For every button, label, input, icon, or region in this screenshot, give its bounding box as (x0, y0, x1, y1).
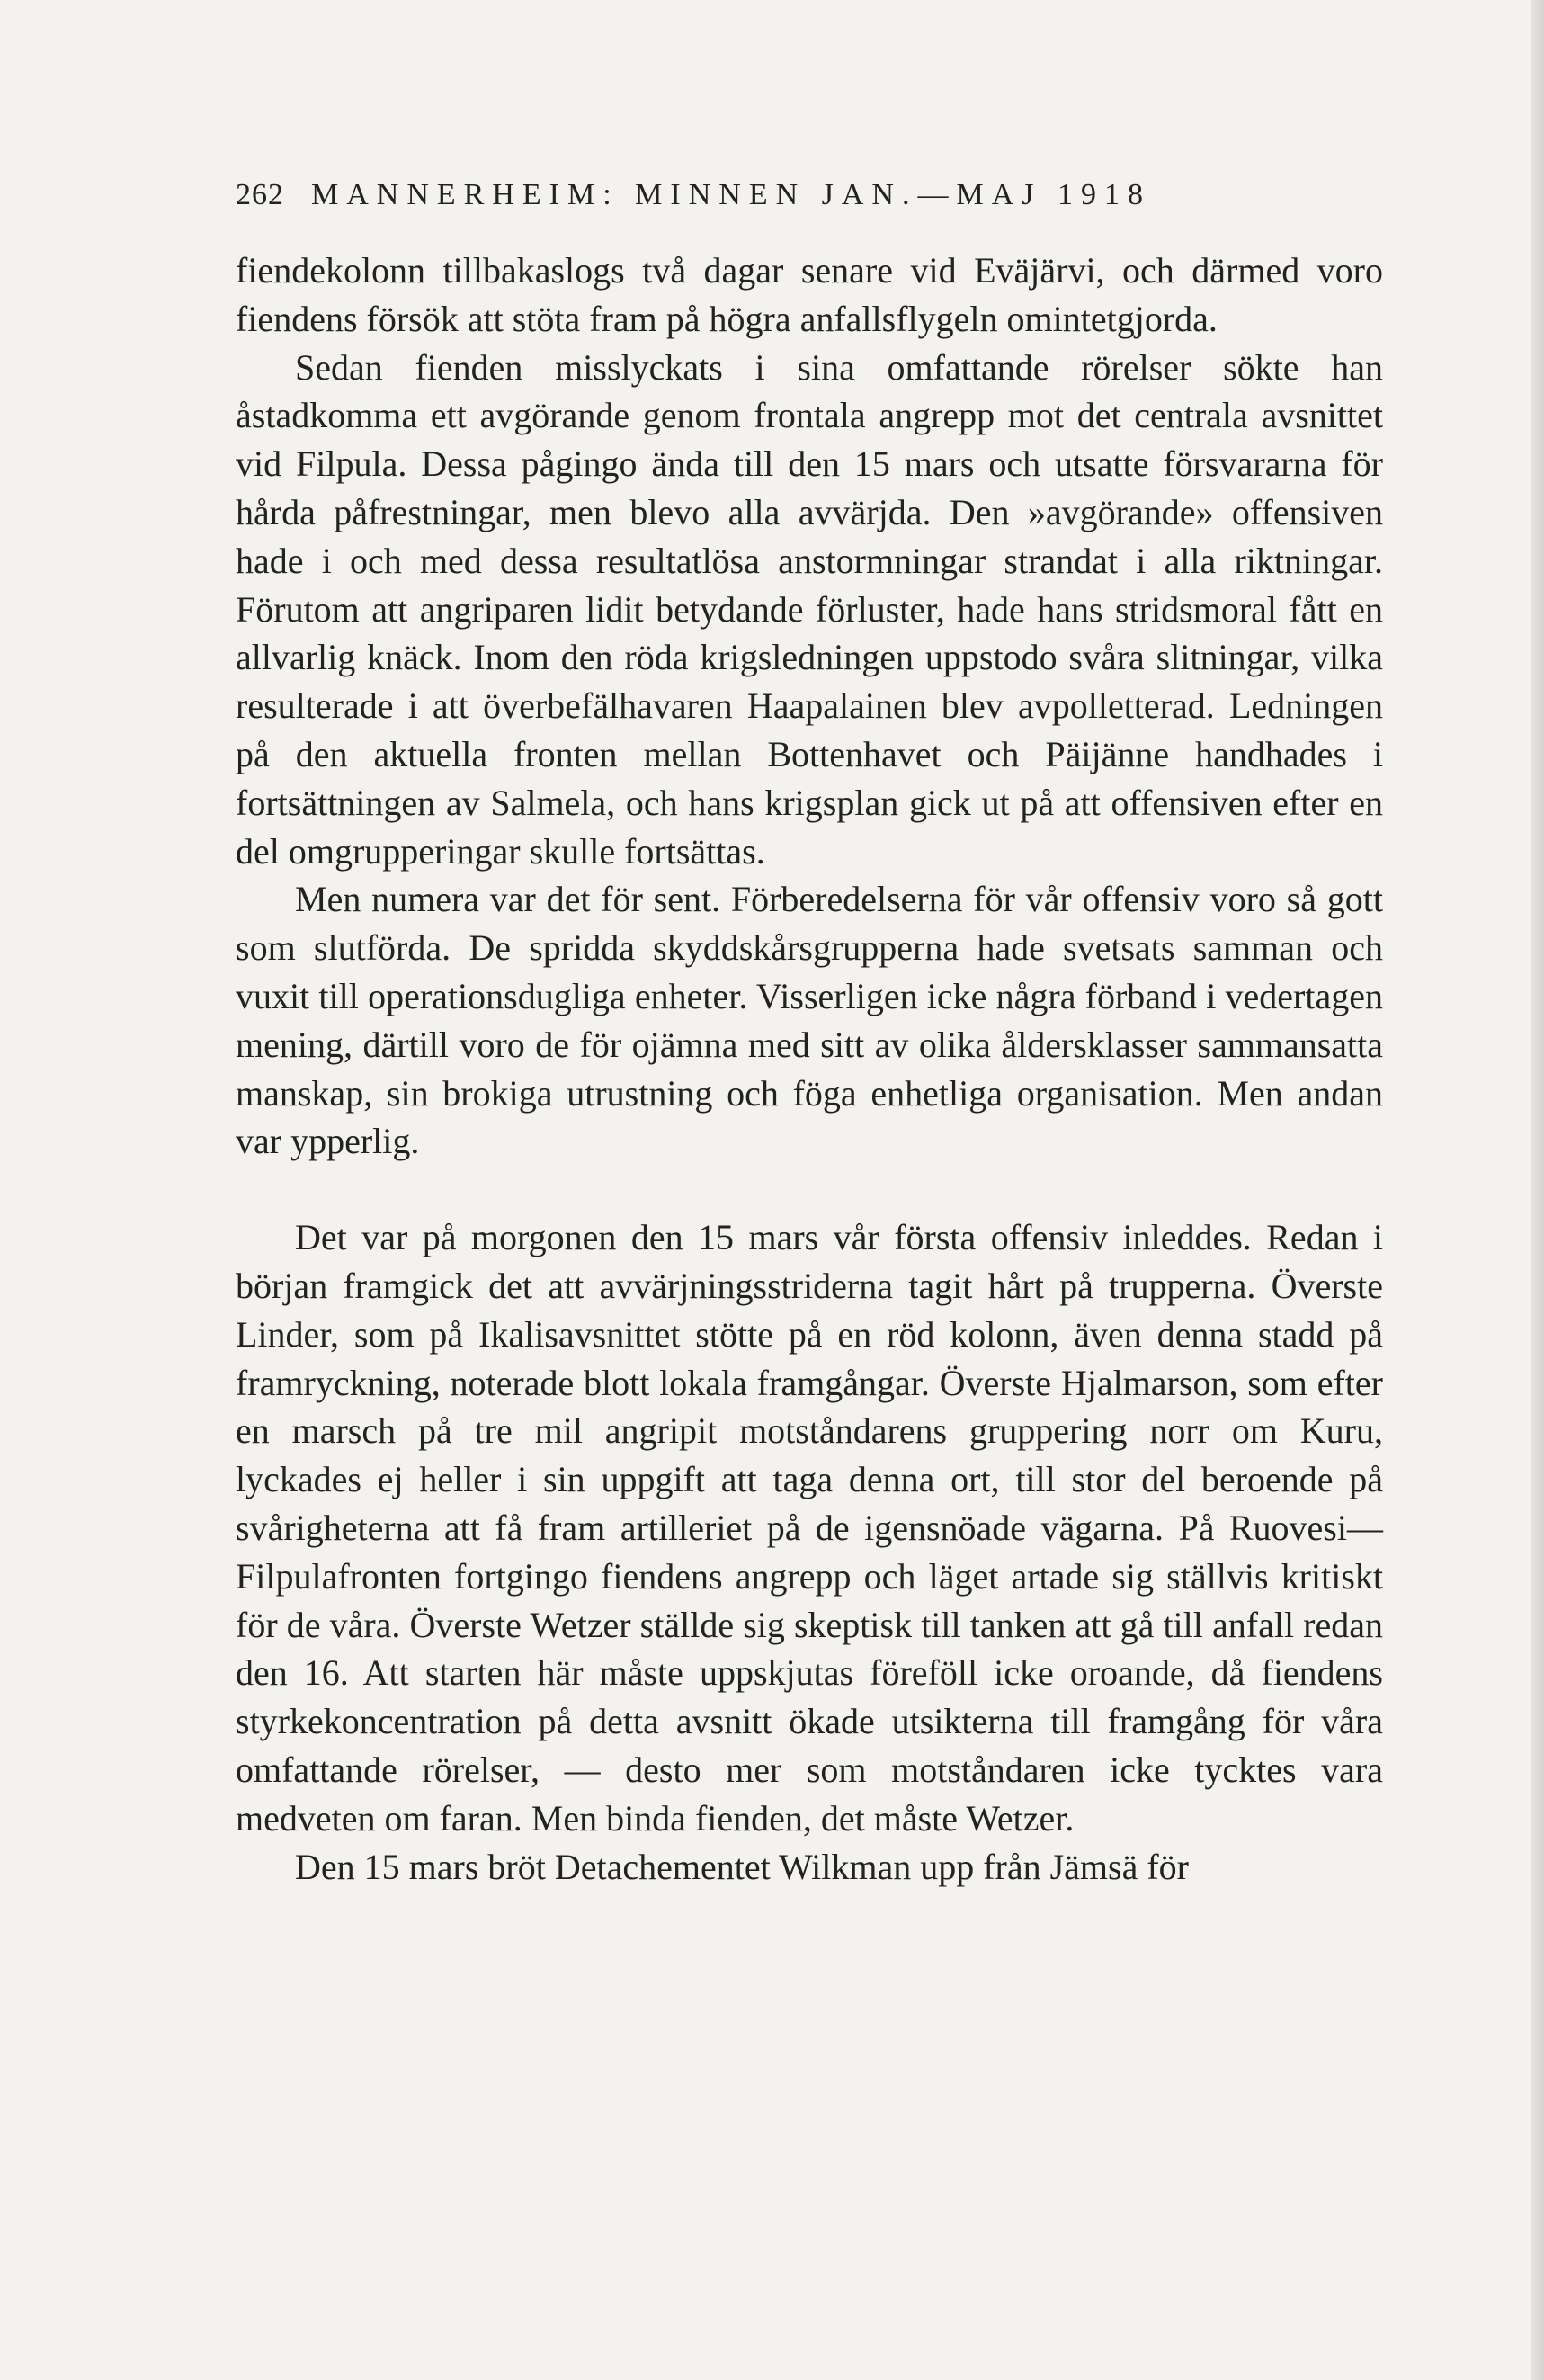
running-head (236, 178, 1383, 221)
scan-edge (1531, 0, 1544, 2380)
paragraph: Det var på morgonen den 15 mars vår första offensiv inleddes. Redan i början framgick det att avvärjningsstriderna tagit hårt på trupperna. Överste Linder, som på Ikalisavsnittet stötte på en röd kolonn, även denna stadd på framryckning, noterade blott lokala framgångar. Överste Hjalmarson, som efter en marsch på tre mil angripit motståndarens gruppering norr om Kuru, lyckades ej heller i sin uppgift att taga denna ort, till stor del beroende på svårigheterna att få fram artilleriet på de igensnöade vägarna. På Ruovesi—Filpulafronten fortgingo fiendens angrepp och läget artade sig ställvis kritiskt för de våra. Överste Wetzer ställde sig skeptisk till tanken att gå till anfall redan den 16. Att starten här måste uppskjutas föreföll icke oroande, då fiendens styrkekoncentration på detta avsnitt ökade utsikterna till framgång för våra omfattande rörelser, — desto mer som motståndaren icke tycktes vara medveten om faran. Men binda fienden, det måste Wetzer. (236, 1217, 1383, 1839)
body-text (236, 246, 1383, 1891)
book-page (236, 178, 1383, 1891)
paragraph: Sedan fienden misslyckats i sina omfattande rörelser sökte han åstadkomma ett avgörande genom frontala angrepp mot det centrala avsnittet vid Filpula. Dessa pågingo ända till den 15 mars och utsatte försvararna för hårda påfrestningar, men blevo alla avvärjda. Den »avgörande» offensiven hade i och med dessa resultatlösa anstormningar strandat i alla riktningar. Förutom att angriparen lidit betydande förluster, hade hans stridsmoral fått en allvarlig knäck. Inom den röda krigsledningen uppstodo svåra slitningar, vilka resulterade i att överbefälhavaren Haapalainen blev avpolletterad. Ledningen på den aktuella fronten mellan Bottenhavet och Päijänne handhades i fortsättningen av Salmela, och hans krigsplan gick ut på att offensiven efter en del omgrupperingar skulle fortsättas. (236, 346, 1383, 872)
paragraph: Den 15 mars bröt Detachementet Wilkman upp från Jämsä för (295, 1846, 1190, 1887)
section-break (236, 1166, 1383, 1213)
paragraph: Men numera var det för sent. Förberedelserna för vår offensiv voro så gott som slutförda. De spridda skyddskårsgrupperna hade svetsats samman och vuxit till operationsdugliga enheter. Visserligen icke några förband i vedertagen mening, därtill voro de för ojämna med sitt av olika åldersklasser sammansatta manskap, sin brokiga utrustning och föga enhetliga organisation. Men andan var ypperlig. (236, 879, 1383, 1162)
paragraph-continuation: fiendekolonn tillbakaslogs två dagar senare vid Eväjärvi, och därmed voro fiendens försök att stöta fram på högra anfallsflygeln omintetgjorda. (236, 250, 1383, 339)
page-number: 262 (236, 178, 284, 211)
running-head-title: MANNERHEIM: MINNEN JAN.—MAJ 1918 (311, 178, 1151, 211)
